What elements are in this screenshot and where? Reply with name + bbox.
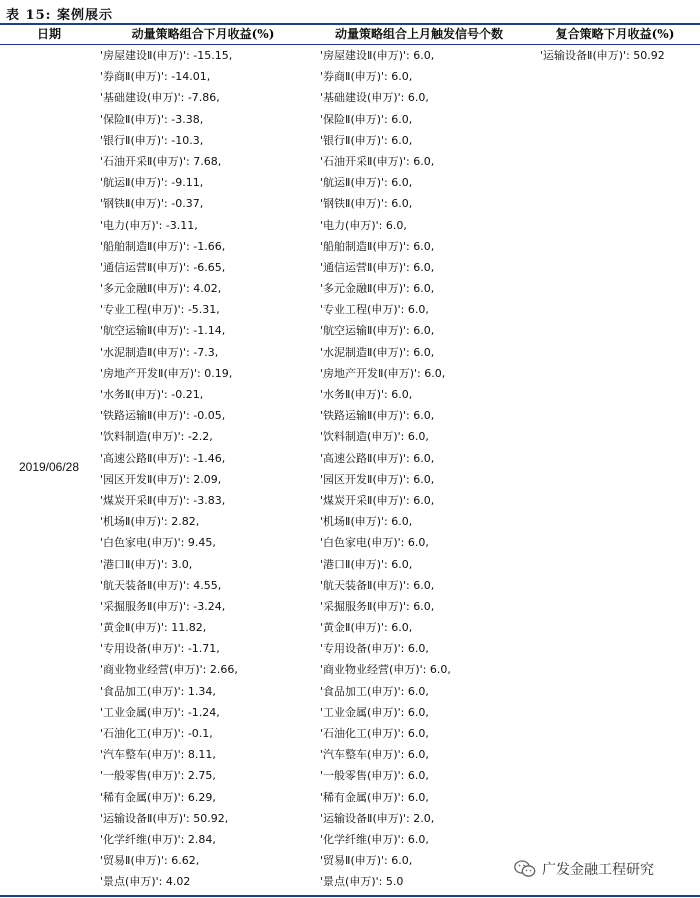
signal-count-entry: '景点(申万)': 5.0	[320, 875, 404, 889]
momentum-return-entry: '机场Ⅱ(申万)': 2.82,	[100, 515, 200, 529]
signal-count-entry: '铁路运输Ⅱ(申万)': 6.0,	[320, 409, 435, 423]
signal-count-entry: '高速公路Ⅱ(申万)': 6.0,	[320, 451, 435, 465]
momentum-return-entry: '航空运输Ⅱ(申万)': -1.14,	[100, 324, 226, 338]
momentum-return-entry: '黄金Ⅱ(申万)': 11.82,	[100, 621, 207, 635]
signal-count-entry: '航空运输Ⅱ(申万)': 6.0,	[320, 324, 435, 338]
signal-count-entry: '食品加工(申万)': 6.0,	[320, 684, 429, 698]
signal-count-entry: '石油化工(申万)': 6.0,	[320, 727, 429, 740]
signal-count-entry: '水务Ⅱ(申万)': 6.0,	[320, 388, 413, 401]
signal-count-entry: '稀有金属(申万)': 6.0,	[320, 790, 429, 804]
momentum-return-entry: '水务Ⅱ(申万)': -0.21,	[100, 388, 204, 401]
header-signal-count: 动量策略组合上月触发信号个数	[334, 27, 503, 41]
momentum-return-entry: '专业工程(申万)': -5.31,	[100, 303, 220, 317]
momentum-return-entry: '电力(申万)': -3.11,	[100, 218, 198, 232]
signal-count-entry: '饮料制造(申万)': 6.0,	[320, 430, 429, 444]
momentum-return-entry: '运输设备Ⅱ(申万)': 50.92,	[100, 811, 229, 825]
momentum-return-entry: '贸易Ⅱ(申万)': 6.62,	[100, 854, 200, 868]
watermark	[514, 857, 654, 881]
signal-count-entry: '多元金融Ⅱ(申万)': 6.0,	[320, 282, 435, 296]
table-caption: 表 15: 案例展示	[6, 8, 113, 23]
signal-count-entry: '航天装备Ⅱ(申万)': 6.0,	[320, 578, 435, 592]
momentum-return-entry: '房屋建设Ⅱ(申万)': -15.15,	[100, 49, 233, 62]
signal-count-column	[320, 45, 451, 893]
table-bottom-border	[0, 895, 700, 897]
composite-return-column	[540, 45, 665, 66]
momentum-return-entry: '专用设备(申万)': -1.71,	[100, 642, 220, 656]
signal-count-entry: '园区开发Ⅱ(申万)': 6.0,	[320, 472, 435, 486]
momentum-return-entry: '园区开发Ⅱ(申万)': 2.09,	[100, 472, 222, 486]
signal-count-entry: '房地产开发Ⅱ(申万)': 6.0,	[320, 366, 446, 380]
momentum-return-entry: '船舶制造Ⅱ(申万)': -1.66,	[100, 239, 226, 253]
signal-count-entry: '黄金Ⅱ(申万)': 6.0,	[320, 621, 413, 635]
momentum-return-entry: '一般零售(申万)': 2.75,	[100, 769, 216, 783]
signal-count-entry: '水泥制造Ⅱ(申万)': 6.0,	[320, 345, 435, 359]
signal-count-entry: '保险Ⅱ(申万)': 6.0,	[320, 112, 413, 126]
momentum-return-entry: '多元金融Ⅱ(申万)': 4.02,	[100, 282, 222, 296]
signal-count-entry: '化学纤维(申万)': 6.0,	[320, 832, 429, 846]
signal-count-entry: '运输设备Ⅱ(申万)': 2.0,	[320, 811, 435, 825]
momentum-return-entry: '高速公路Ⅱ(申万)': -1.46,	[100, 451, 226, 465]
signal-count-entry: '贸易Ⅱ(申万)': 6.0,	[320, 854, 413, 868]
signal-count-entry: '采掘服务Ⅱ(申万)': 6.0,	[320, 599, 435, 613]
momentum-return-entry: '港口Ⅱ(申万)': 3.0,	[100, 557, 193, 571]
header-date: 日期	[36, 27, 61, 41]
momentum-return-entry: '景点(申万)': 4.02	[100, 875, 191, 889]
momentum-return-entry: '通信运营Ⅱ(申万)': -6.65,	[100, 260, 226, 274]
signal-count-entry: '煤炭开采Ⅱ(申万)': 6.0,	[320, 493, 435, 507]
momentum-return-entry: '水泥制造Ⅱ(申万)': -7.3,	[100, 345, 219, 359]
momentum-return-entry: '基础建设(申万)': -7.86,	[100, 91, 220, 105]
header-momentum-return: 动量策略组合下月收益(%)	[131, 27, 275, 41]
momentum-return-entry: '银行Ⅱ(申万)': -10.3,	[100, 133, 204, 147]
momentum-return-entry: '铁路运输Ⅱ(申万)': -0.05,	[100, 409, 226, 423]
signal-count-entry: '机场Ⅱ(申万)': 6.0,	[320, 515, 413, 529]
signal-count-entry: '房屋建设Ⅱ(申万)': 6.0,	[320, 49, 435, 62]
momentum-return-entry: '券商Ⅱ(申万)': -14.01,	[100, 70, 211, 84]
signal-count-entry: '汽车整车(申万)': 6.0,	[320, 748, 429, 762]
signal-count-entry: '石油开采Ⅱ(申万)': 6.0,	[320, 154, 435, 168]
momentum-return-entry: '汽车整车(申万)': 8.11,	[100, 748, 216, 762]
momentum-return-entry: '化学纤维(申万)': 2.84,	[100, 832, 216, 846]
signal-count-entry: '专业工程(申万)': 6.0,	[320, 303, 429, 317]
momentum-return-entry: '航运Ⅱ(申万)': -9.11,	[100, 176, 204, 190]
header-composite-return: 复合策略下月收益(%)	[555, 27, 675, 41]
signal-count-entry: '港口Ⅱ(申万)': 6.0,	[320, 557, 413, 571]
momentum-return-entry: '稀有金属(申万)': 6.29,	[100, 790, 216, 804]
momentum-return-entry: '工业金属(申万)': -1.24,	[100, 705, 220, 719]
signal-count-entry: '通信运营Ⅱ(申万)': 6.0,	[320, 260, 435, 274]
signal-count-entry: '一般零售(申万)': 6.0,	[320, 769, 429, 783]
signal-count-entry: '工业金属(申万)': 6.0,	[320, 705, 429, 719]
momentum-return-entry: '石油化工(申万)': -0.1,	[100, 727, 213, 740]
momentum-return-entry: '食品加工(申万)': 1.34,	[100, 684, 216, 698]
signal-count-entry: '船舶制造Ⅱ(申万)': 6.0,	[320, 239, 435, 253]
signal-count-entry: '商业物业经营(申万)': 6.0,	[320, 663, 451, 677]
momentum-return-entry: '白色家电(申万)': 9.45,	[100, 536, 216, 550]
composite-return-entry: '运输设备Ⅱ(申万)': 50.92	[540, 49, 665, 62]
date-cell: 2019/06/28	[18, 460, 80, 474]
momentum-return-entry: '采掘服务Ⅱ(申万)': -3.24,	[100, 599, 226, 613]
momentum-return-entry: '饮料制造(申万)': -2.2,	[100, 430, 213, 444]
signal-count-entry: '航运Ⅱ(申万)': 6.0,	[320, 176, 413, 190]
momentum-return-entry: '钢铁Ⅱ(申万)': -0.37,	[100, 197, 204, 211]
momentum-return-entry: '煤炭开采Ⅱ(申万)': -3.83,	[100, 493, 226, 507]
signal-count-entry: '白色家电(申万)': 6.0,	[320, 536, 429, 550]
signal-count-entry: '专用设备(申万)': 6.0,	[320, 642, 429, 656]
momentum-return-entry: '商业物业经营(申万)': 2.66,	[100, 663, 238, 677]
wechat-icon	[514, 860, 536, 878]
signal-count-entry: '钢铁Ⅱ(申万)': 6.0,	[320, 197, 413, 211]
momentum-return-entry: '保险Ⅱ(申万)': -3.38,	[100, 112, 204, 126]
momentum-return-entry: '房地产开发Ⅱ(申万)': 0.19,	[100, 366, 233, 380]
watermark-text: 广发金融工程研究	[542, 862, 654, 878]
momentum-return-column	[100, 45, 238, 893]
signal-count-entry: '基础建设(申万)': 6.0,	[320, 91, 429, 105]
signal-count-entry: '银行Ⅱ(申万)': 6.0,	[320, 133, 413, 147]
signal-count-entry: '电力(申万)': 6.0,	[320, 218, 407, 232]
momentum-return-entry: '航天装备Ⅱ(申万)': 4.55,	[100, 578, 222, 592]
momentum-return-entry: '石油开采Ⅱ(申万)': 7.68,	[100, 154, 222, 168]
signal-count-entry: '券商Ⅱ(申万)': 6.0,	[320, 70, 413, 84]
